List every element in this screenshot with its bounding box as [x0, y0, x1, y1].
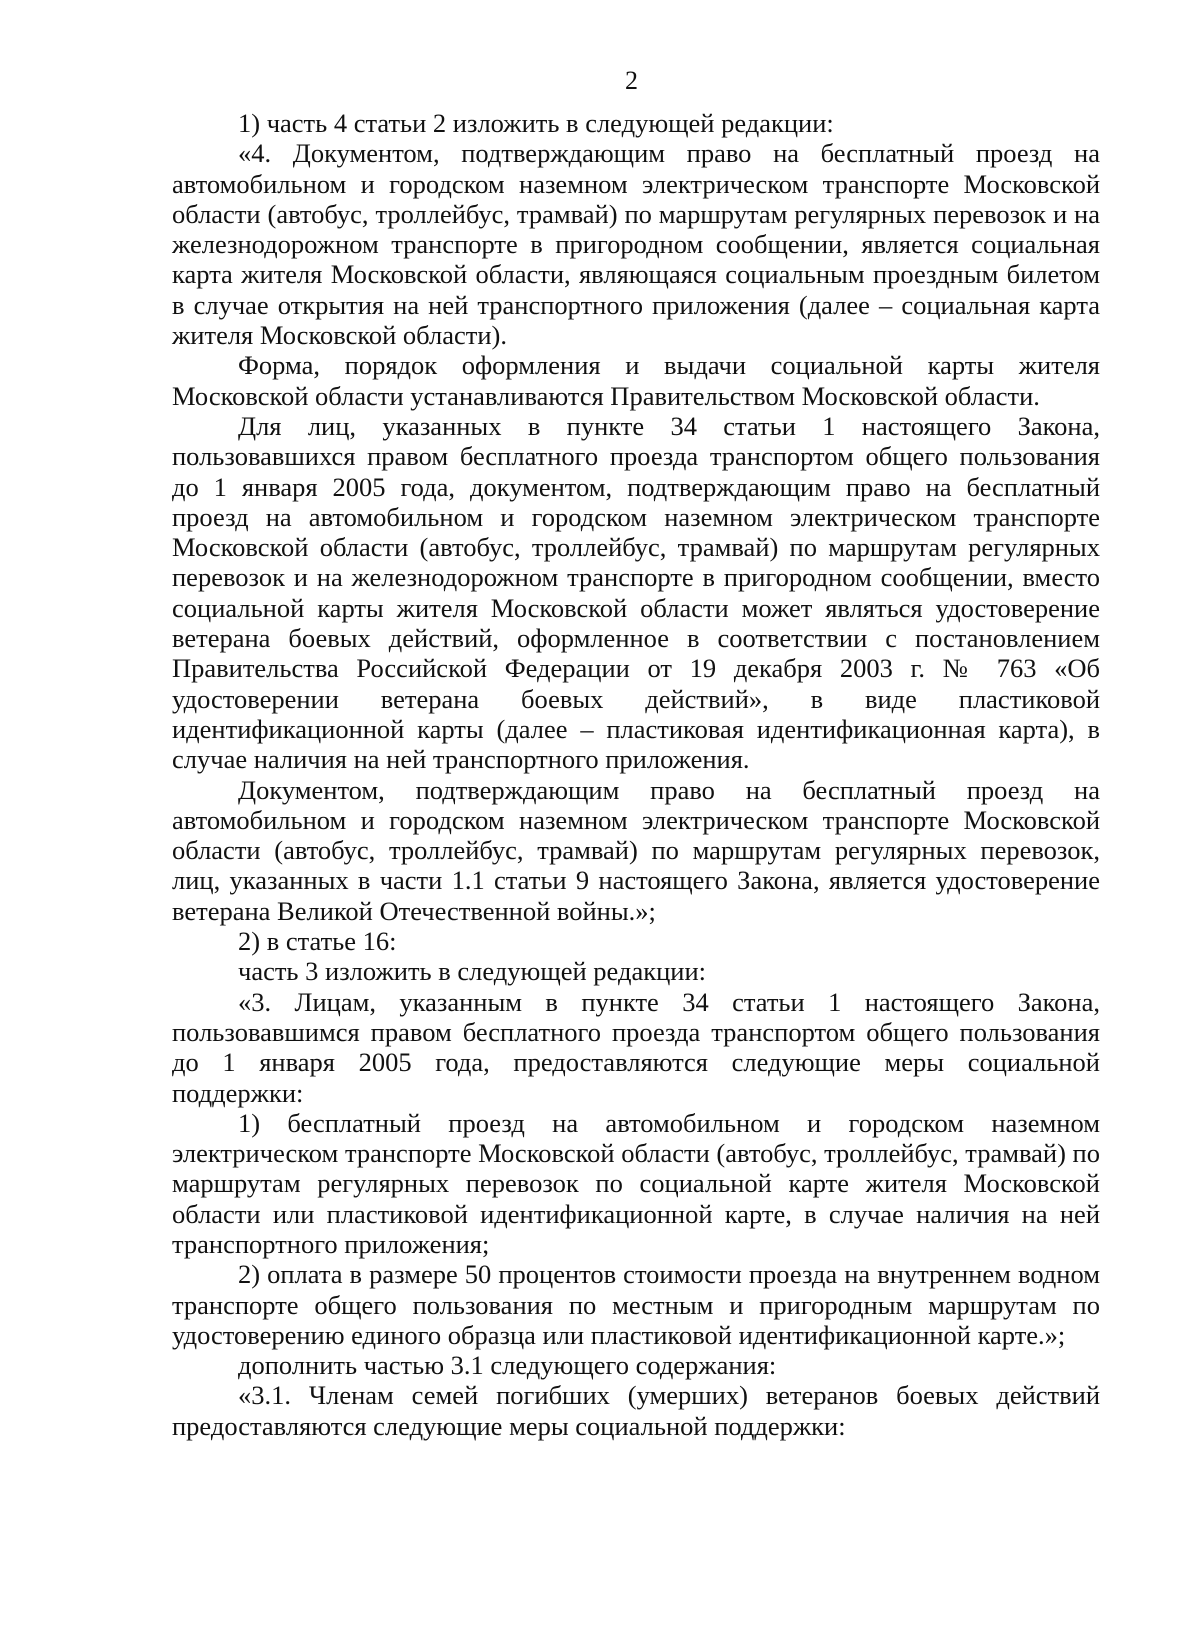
paragraph-wwii-certificate: Документом, подтверждающим право на бесплатный проезд на автомобильном и городском наземном электрическом транспорте Московской области (автобус, троллейбус, трамвай) по маршрутам регулярных перевозок, лиц, указанных в части 1.1 статьи 9 настоящего Закона, является удостоверение ветерана Великой Отечественной войны.»;: [172, 774, 1100, 926]
paragraph-part-3-1-intro: дополнить частью 3.1 следующего содержания:: [238, 1350, 777, 1381]
paragraph-part-3-1: «3.1. Членам семей погибших (умерших) ветеранов боевых действий предоставляются следующие меры социальной поддержки:: [172, 1380, 1100, 1441]
document-body: [172, 108, 1100, 1441]
paragraph-water-transport: 2) оплата в размере 50 процентов стоимости проезда на внутреннем водном транспорте общего пользования по местным и пригородным маршрутам по удостоверению единого образца или пластиковой идентификационной карте.»;: [172, 1259, 1100, 1350]
paragraph-1-item: 1) часть 4 статьи 2 изложить в следующей редакции:: [238, 108, 834, 138]
paragraph-part-3: «3. Лицам, указанным в пункте 34 статьи 1 настоящего Закона, пользовавшимся правом бесплатного проезда транспортом общего пользования до 1 января 2005 года, предоставляются следующие меры социальной поддержки:: [172, 986, 1100, 1108]
paragraph-free-travel: 1) бесплатный проезд на автомобильном и городском наземном электрическом транспорте Московской области (автобус, троллейбус, трамвай) по маршрутам регулярных перевозок по социальной карте жителя Московской области или пластиковой идентификационной карте, в случае наличия на ней транспортного приложения;: [172, 1107, 1100, 1259]
page-number: 2: [625, 66, 638, 95]
paragraph-2-item: 2) в статье 16:: [238, 926, 397, 957]
paragraph-part-3-intro: часть 3 изложить в следующей редакции:: [238, 956, 706, 987]
paragraph-card-form: Форма, порядок оформления и выдачи социальной карты жителя Московской области устанавливаются Правительством Московской области.: [172, 350, 1100, 411]
paragraph-article-2-part-4: «4. Документом, подтверждающим право на бесплатный проезд на автомобильном и городском наземном электрическом транспорте Московской области (автобус, троллейбус, трамвай) по маршрутам регулярных перевозок и на железнодорожном транспорте в пригородном сообщении, является социальная карта жителя Московской области, являющаяся социальным проездным билетом в случае открытия на ней транспортного приложения (далее – социальная карта жителя Московской области).: [172, 138, 1100, 351]
paragraph-veterans-certificate: Для лиц, указанных в пункте 34 статьи 1 настоящего Закона, пользовавшихся правом бесплатного проезда транспортом общего пользования до 1 января 2005 года, документом, подтверждающим право на бесплатный проезд на автомобильном и городском наземном электрическом транспорте Московской области (автобус, троллейбус, трамвай) по маршрутам регулярных перевозок и на железнодорожном транспорте в пригородном сообщении, вместо социальной карты жителя Московской области может являться удостоверение ветерана боевых действий, оформленное в соответствии с постановлением Правительства Российской Федерации от 19 декабря 2003 г. № 763 «Об удостоверении ветерана боевых действий», в виде пластиковой идентификационной карты (далее – пластиковая идентификационная карта), в случае наличия на ней транспортного приложения.: [172, 410, 1100, 775]
